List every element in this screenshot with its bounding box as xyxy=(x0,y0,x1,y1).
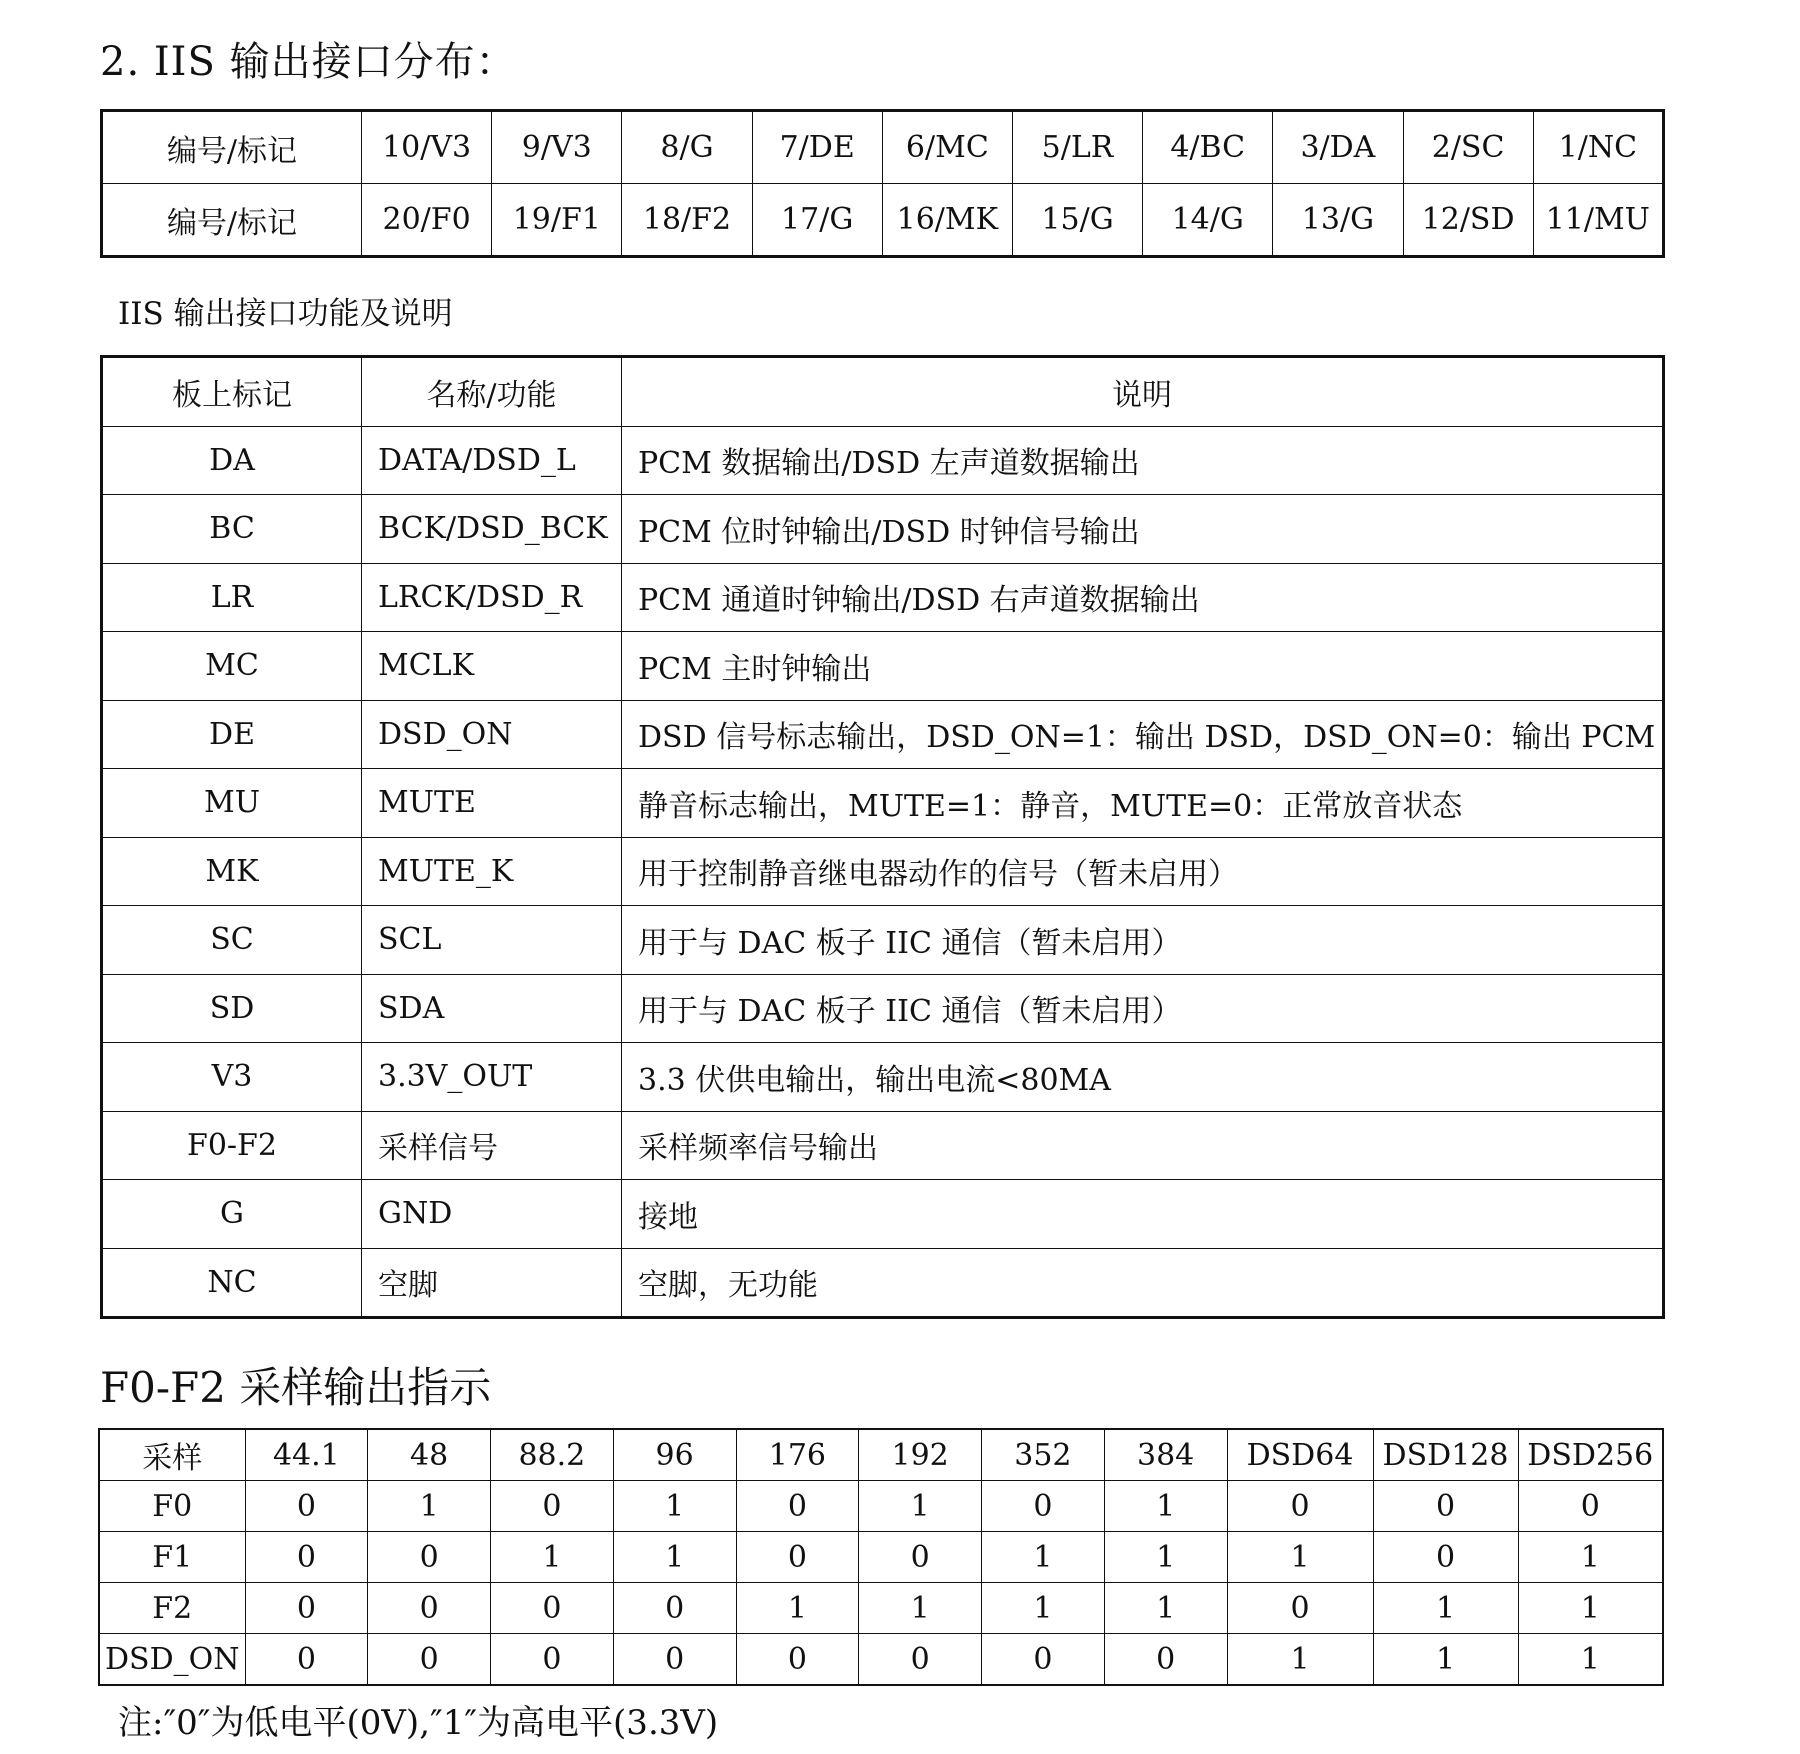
signal-value-cell: 0 xyxy=(1518,1481,1663,1532)
board-mark-cell: V3 xyxy=(102,1043,362,1112)
function-row xyxy=(102,1248,1664,1318)
name-function-cell: SDA xyxy=(362,974,622,1043)
signal-value-cell: 1 xyxy=(1104,1481,1227,1532)
pin-cell: 5/LR xyxy=(1012,111,1142,184)
sample-row xyxy=(99,1481,1663,1532)
signal-value-cell: 0 xyxy=(736,1532,859,1583)
pin-cell: 14/G xyxy=(1143,184,1273,257)
header-board-mark: 板上标记 xyxy=(102,357,362,427)
function-table xyxy=(100,355,1665,1319)
signal-value-cell: 1 xyxy=(491,1532,614,1583)
signal-value-cell: 1 xyxy=(736,1583,859,1634)
description-cell: 接地 xyxy=(622,1180,1664,1249)
signal-value-cell: 1 xyxy=(368,1481,491,1532)
signal-value-cell: 0 xyxy=(982,1634,1105,1686)
pin-cell: 2/SC xyxy=(1403,111,1533,184)
pin-cell: 16/MK xyxy=(882,184,1012,257)
signal-name-cell: F2 xyxy=(99,1583,245,1634)
function-row xyxy=(102,1180,1664,1249)
board-mark-cell: MK xyxy=(102,837,362,906)
sample-rate-header: 384 xyxy=(1104,1429,1227,1481)
signal-value-cell: 1 xyxy=(613,1532,736,1583)
pin-cell: 9/V3 xyxy=(492,111,622,184)
signal-value-cell: 0 xyxy=(368,1532,491,1583)
name-function-cell: MUTE_K xyxy=(362,837,622,906)
sample-rate-header: 176 xyxy=(736,1429,859,1481)
signal-value-cell: 0 xyxy=(245,1583,368,1634)
name-function-cell: GND xyxy=(362,1180,622,1249)
description-cell: DSD 信号标志输出，DSD_ON=1：输出 DSD，DSD_ON=0：输出 PCM xyxy=(622,700,1664,769)
signal-value-cell: 0 xyxy=(736,1634,859,1686)
pin-cell: 12/SD xyxy=(1403,184,1533,257)
signal-value-cell: 1 xyxy=(1518,1532,1663,1583)
pin-cell: 17/G xyxy=(752,184,882,257)
board-mark-cell: LR xyxy=(102,563,362,632)
signal-value-cell: 0 xyxy=(859,1634,982,1686)
signal-value-cell: 1 xyxy=(982,1532,1105,1583)
function-row xyxy=(102,906,1664,975)
sample-rate-header: 44.1 xyxy=(245,1429,368,1481)
sample-row xyxy=(99,1532,1663,1583)
pin-cell: 6/MC xyxy=(882,111,1012,184)
signal-value-cell: 1 xyxy=(1518,1583,1663,1634)
signal-value-cell: 1 xyxy=(1518,1634,1663,1686)
pin-cell: 7/DE xyxy=(752,111,882,184)
pin-cell: 20/F0 xyxy=(362,184,492,257)
function-table-header-row xyxy=(102,357,1664,427)
pin-cell: 15/G xyxy=(1012,184,1142,257)
sample-header-label: 采样 xyxy=(99,1429,245,1481)
section-title: 2. IIS 输出接口分布： xyxy=(100,39,517,85)
description-cell: 用于控制静音继电器动作的信号（暂未启用） xyxy=(622,837,1664,906)
description-cell: 静音标志输出，MUTE=1：静音，MUTE=0：正常放音状态 xyxy=(622,769,1664,838)
description-cell: 空脚，无功能 xyxy=(622,1248,1664,1318)
signal-value-cell: 0 xyxy=(491,1481,614,1532)
sample-rate-header: DSD64 xyxy=(1227,1429,1373,1481)
pin-cell: 8/G xyxy=(622,111,752,184)
description-cell: PCM 主时钟输出 xyxy=(622,632,1664,701)
signal-value-cell: 1 xyxy=(1227,1532,1373,1583)
description-cell: PCM 位时钟输出/DSD 时钟信号输出 xyxy=(622,495,1664,564)
board-mark-cell: MU xyxy=(102,769,362,838)
signal-value-cell: 0 xyxy=(1373,1481,1518,1532)
description-cell: PCM 数据输出/DSD 左声道数据输出 xyxy=(622,426,1664,495)
sample-rate-header: DSD256 xyxy=(1518,1429,1663,1481)
sample-rate-header: 352 xyxy=(982,1429,1105,1481)
header-description: 说明 xyxy=(622,357,1664,427)
board-mark-cell: G xyxy=(102,1180,362,1249)
signal-value-cell: 0 xyxy=(1227,1583,1373,1634)
description-cell: 用于与 DAC 板子 IIC 通信（暂未启用） xyxy=(622,906,1664,975)
name-function-cell: MUTE xyxy=(362,769,622,838)
signal-value-cell: 1 xyxy=(1227,1634,1373,1686)
signal-value-cell: 0 xyxy=(1373,1532,1518,1583)
signal-value-cell: 1 xyxy=(1104,1583,1227,1634)
board-mark-cell: SD xyxy=(102,974,362,1043)
sample-output-table xyxy=(98,1428,1664,1686)
function-row xyxy=(102,632,1664,701)
pin-row-label: 编号/标记 xyxy=(102,111,362,184)
board-mark-cell: SC xyxy=(102,906,362,975)
function-row xyxy=(102,563,1664,632)
function-row xyxy=(102,1043,1664,1112)
pin-layout-table xyxy=(100,109,1665,258)
function-row xyxy=(102,495,1664,564)
pin-cell: 18/F2 xyxy=(622,184,752,257)
pin-cell: 11/MU xyxy=(1533,184,1663,257)
sample-row xyxy=(99,1634,1663,1686)
signal-name-cell: DSD_ON xyxy=(99,1634,245,1686)
signal-value-cell: 1 xyxy=(859,1481,982,1532)
board-mark-cell: NC xyxy=(102,1248,362,1318)
board-mark-cell: BC xyxy=(102,495,362,564)
name-function-cell: MCLK xyxy=(362,632,622,701)
signal-value-cell: 0 xyxy=(859,1532,982,1583)
signal-value-cell: 0 xyxy=(613,1634,736,1686)
signal-value-cell: 1 xyxy=(613,1481,736,1532)
signal-value-cell: 0 xyxy=(245,1532,368,1583)
signal-value-cell: 0 xyxy=(736,1481,859,1532)
signal-value-cell: 0 xyxy=(491,1634,614,1686)
pin-row xyxy=(102,111,1664,184)
sample-rate-header: 192 xyxy=(859,1429,982,1481)
signal-value-cell: 0 xyxy=(245,1634,368,1686)
sample-table-header-row xyxy=(99,1429,1663,1481)
signal-value-cell: 0 xyxy=(491,1583,614,1634)
sample-rate-header: DSD128 xyxy=(1373,1429,1518,1481)
signal-value-cell: 0 xyxy=(1104,1634,1227,1686)
description-cell: 用于与 DAC 板子 IIC 通信（暂未启用） xyxy=(622,974,1664,1043)
name-function-cell: LRCK/DSD_R xyxy=(362,563,622,632)
signal-value-cell: 1 xyxy=(1373,1634,1518,1686)
sample-rate-header: 96 xyxy=(613,1429,736,1481)
function-row xyxy=(102,426,1664,495)
signal-value-cell: 0 xyxy=(245,1481,368,1532)
sample-rate-header: 48 xyxy=(368,1429,491,1481)
name-function-cell: DSD_ON xyxy=(362,700,622,769)
function-table-caption: IIS 输出接口功能及说明 xyxy=(118,296,453,332)
level-note: 注:″0″为低电平(0V),″1″为高电平(3.3V) xyxy=(118,1703,719,1743)
signal-name-cell: F1 xyxy=(99,1532,245,1583)
function-row xyxy=(102,837,1664,906)
pin-cell: 4/BC xyxy=(1143,111,1273,184)
name-function-cell: 采样信号 xyxy=(362,1111,622,1180)
board-mark-cell: DE xyxy=(102,700,362,769)
signal-name-cell: F0 xyxy=(99,1481,245,1532)
description-cell: PCM 通道时钟输出/DSD 右声道数据输出 xyxy=(622,563,1664,632)
name-function-cell: DATA/DSD_L xyxy=(362,426,622,495)
pin-cell: 19/F1 xyxy=(492,184,622,257)
pin-cell: 1/NC xyxy=(1533,111,1663,184)
signal-value-cell: 1 xyxy=(982,1583,1105,1634)
signal-value-cell: 0 xyxy=(613,1583,736,1634)
function-row xyxy=(102,700,1664,769)
pin-row xyxy=(102,184,1664,257)
name-function-cell: 3.3V_OUT xyxy=(362,1043,622,1112)
signal-value-cell: 1 xyxy=(1104,1532,1227,1583)
name-function-cell: SCL xyxy=(362,906,622,975)
board-mark-cell: MC xyxy=(102,632,362,701)
pin-cell: 3/DA xyxy=(1273,111,1403,184)
signal-value-cell: 1 xyxy=(859,1583,982,1634)
signal-value-cell: 0 xyxy=(368,1634,491,1686)
signal-value-cell: 0 xyxy=(982,1481,1105,1532)
board-mark-cell: DA xyxy=(102,426,362,495)
name-function-cell: 空脚 xyxy=(362,1248,622,1318)
sample-rate-header: 88.2 xyxy=(491,1429,614,1481)
pin-cell: 10/V3 xyxy=(362,111,492,184)
function-row xyxy=(102,974,1664,1043)
function-row xyxy=(102,1111,1664,1180)
description-cell: 采样频率信号输出 xyxy=(622,1111,1664,1180)
pin-cell: 13/G xyxy=(1273,184,1403,257)
signal-value-cell: 0 xyxy=(1227,1481,1373,1532)
pin-row-label: 编号/标记 xyxy=(102,184,362,257)
function-row xyxy=(102,769,1664,838)
description-cell: 3.3 伏供电输出，输出电流<80MA xyxy=(622,1043,1664,1112)
sample-row xyxy=(99,1583,1663,1634)
signal-value-cell: 1 xyxy=(1373,1583,1518,1634)
name-function-cell: BCK/DSD_BCK xyxy=(362,495,622,564)
header-name-function: 名称/功能 xyxy=(362,357,622,427)
sample-table-title: F0-F2 采样输出指示 xyxy=(100,1363,492,1412)
signal-value-cell: 0 xyxy=(368,1583,491,1634)
board-mark-cell: F0-F2 xyxy=(102,1111,362,1180)
